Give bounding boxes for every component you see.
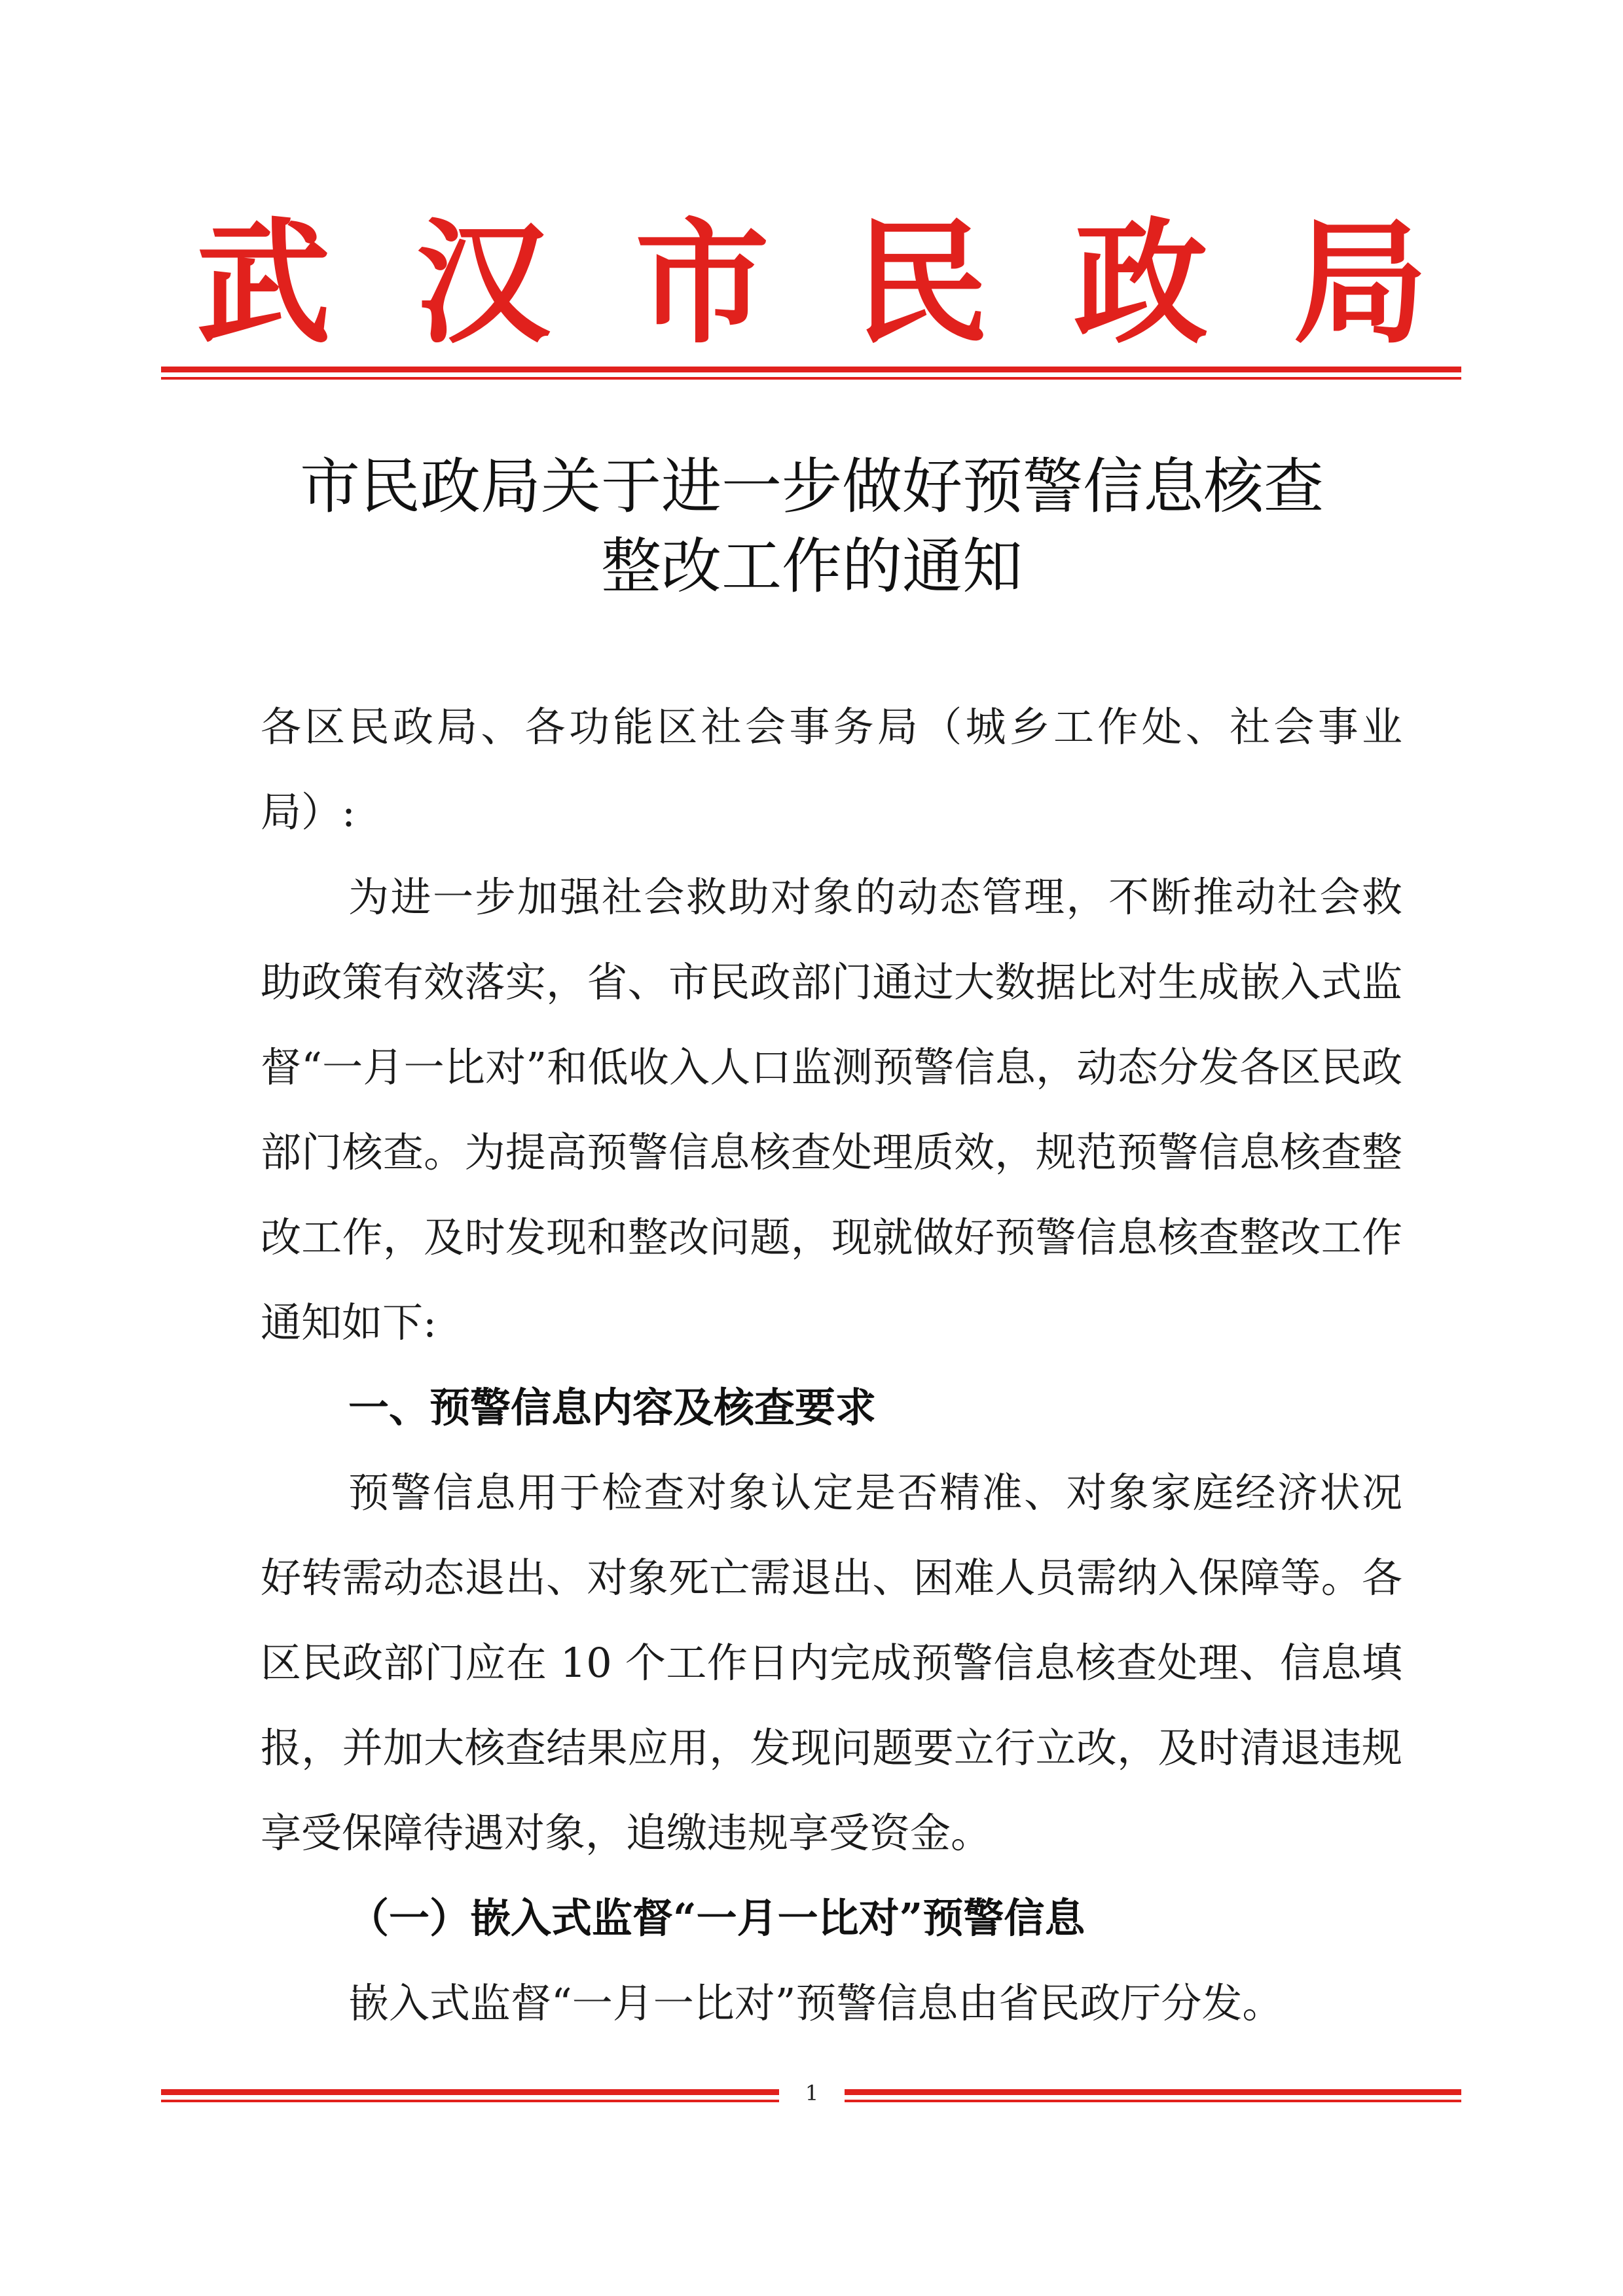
letterhead-char: 市: [635, 205, 769, 362]
letterhead: [196, 205, 1427, 362]
letterhead-char: 汉: [416, 205, 550, 362]
letterhead-red-rule: [161, 367, 1461, 380]
page-number: 1: [779, 2080, 845, 2106]
section-paragraph: 预警信息用于检查对象认定是否精准、对象家庭经济状况好转需动态退出、对象死亡需退出、困难人员需纳入保障等。各区民政部门应在 10 个工作日内完成预警信息核查处理、信息填报，并加大核查结果应用，发现问题要立行立改，及时清退违规享受保障待遇对象，追缴违规享受资金。: [261, 1469, 1402, 1857]
intro-paragraph: 为进一步加强社会救助对象的动态管理，不断推动社会救助政策有效落实，省、市民政部门通过大数据比对生成嵌入式监督“一月一比对”和低收入人口监测预警信息，动态分发各区民政部门核查。为提高预警信息核查处理质效，规范预警信息核查整改工作，及时发现和整改问题，现就做好预警信息核查整改工作通知如下:: [261, 873, 1402, 1346]
document-title-line-2: 整改工作的通知: [600, 531, 1023, 601]
letterhead-char: 局: [1293, 205, 1427, 362]
subsection-paragraph: 嵌入式监督“一月一比对”预警信息由省民政厅分发。: [348, 1979, 1283, 2027]
letterhead-char: 民: [854, 205, 989, 362]
letterhead-char: 政: [1074, 205, 1208, 362]
addressee: 各区民政局、各功能区社会事务局（城乡工作处、社会事业局）:: [261, 703, 1402, 836]
document-title-line-1: 市民政局关于进一步做好预警信息核查: [299, 452, 1324, 522]
document-body: [261, 685, 1402, 2046]
section-heading: 一、预警信息内容及核查要求: [348, 1384, 877, 1431]
subsection-heading: （一）嵌入式监督“一月一比对”预警信息: [348, 1894, 1085, 1942]
letterhead-char: 武: [196, 205, 331, 362]
